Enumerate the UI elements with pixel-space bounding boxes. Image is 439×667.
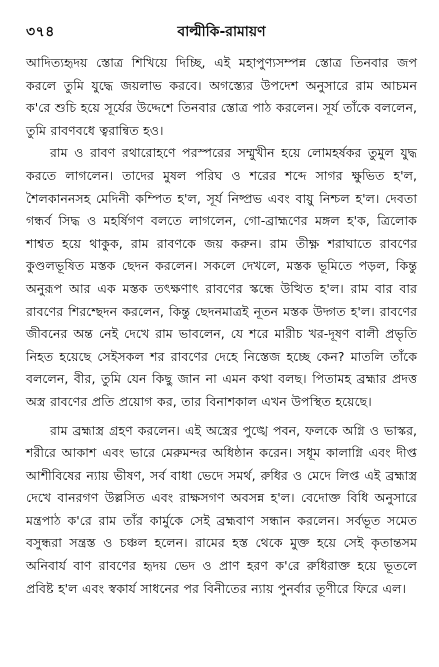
- page-number: ৩৭৪: [26, 24, 55, 40]
- body-text: [26, 52, 417, 600]
- page-header: [26, 14, 417, 40]
- paragraph-2: রাম ও রাবণ রথারোহণে পরস্পরের সম্মুখীন হয়ে লোমহর্ষকর তুমুল যুদ্ধ করতে লাগলেন। তাদের মুষল পরিঘ ও শরের শব্দে সাগর ক্ষুভিত হ'ল, শৈলকাননসহ মেদিনী কম্পিত হ'ল, সূর্য নিষ্প্রভ এবং বায়ু নিশ্চল হ'ল। দেবতা গন্ধর্ব সিদ্ধ ও মহর্ষিগণ বলতে লাগলেন, গো-ব্রাহ্মণের মঙ্গল হ'ক, ত্রিলোক শাশ্বত হয়ে থাকুক, রাম রাবণকে জয় করুন। রাম তীক্ষ্ণ শরাঘাতে রাবণের কুণ্ডলভূষিত মস্তক ছেদন করলেন। সকলে দেখলে, মস্তক ভূমিতে পড়ল, কিন্তু অনুরূপ আর এক মস্তক তৎক্ষণাৎ রাবণের স্কন্ধে উত্থিত হ'ল। রাম বার বার রাবণের শিরশ্ছেদন করলেন, কিন্তু ছেদনমাত্রই নূতন মস্তক উদ্গত হ'ল। রাবণের জীবনের অন্ত নেই দেখে রাম ভাবলেন, যে শরে মারীচ খর-দূষণ বালী প্রভৃতি নিহত হয়েছে সেইসকল শর রাবণের দেহে নিস্তেজ হচ্ছে কেন? মাতলি তাঁকে বললেন, বীর, তুমি যেন কিছু জান না এমন কথা বলছ। পিতামহ ব্রহ্মার প্রদত্ত অস্ত্র রাবণের প্রতি প্রয়োগ কর, তার বিনাশকাল এখন উপস্থিত হয়েছে।: [26, 145, 417, 409]
- running-title: বাল্মীকি-রামায়ণ: [177, 24, 266, 40]
- paragraph-3: রাম ব্রহ্মাস্ত্র গ্রহণ করলেন। এই অস্ত্রের পুঙ্খে পবন, ফলকে অগ্নি ও ভাস্কর, শরীরে আকাশ এবং ভারে মেরুমন্দর অধিষ্ঠান করেন। সধূম কালাগ্নি এবং দীপ্ত আশীবিষের ন্যায় ভীষণ, সর্ব বাধা ভেদে সমর্থ, রুধির ও মেদে লিপ্ত এই ব্রহ্মাস্ত্র দেখে বানরগণ উল্লসিত এবং রাক্ষসগণ অবসন্ন হ'ল। বেদোক্ত বিধি অনুসারে মন্ত্রপাঠ ক'রে রাম তাঁর কার্মুকে সেই ব্রহ্মবাণ সন্ধান করলেন। সর্বভূত সমেত বসুন্ধরা সন্ত্রস্ত ও চঞ্চল হলেন। রামের হস্ত থেকে মুক্ত হয়ে সেই কৃতান্তসম অনিবার্য বাণ রাবণের হৃদয় ভেদ ও প্রাণ হরণ ক'রে রুধিরাক্ত হয়ে ভূতলে প্রবিষ্ট হ'ল এবং স্বকার্য সাধনের পর বিনীতের ন্যায় পুনর্বার তূণীরে ফিরে এল।: [26, 422, 417, 596]
- paragraph-1: আদিত্যহৃদয় স্তোত্র শিখিয়ে দিচ্ছি, এই মহাপুণ্যসম্পন্ন স্তোত্র তিনবার জপ করলে তুমি যুদ্ধে জয়লাভ করবে। অগস্ত্যের উপদেশ অনুসারে রাম আচমন ক'রে শুচি হয়ে সূর্যের উদ্দেশে তিনবার স্তোত্র পাঠ করলেন। সূর্য তাঁকে বললেন, তুমি রাবণবধে ত্বরান্বিত হও।: [26, 55, 417, 138]
